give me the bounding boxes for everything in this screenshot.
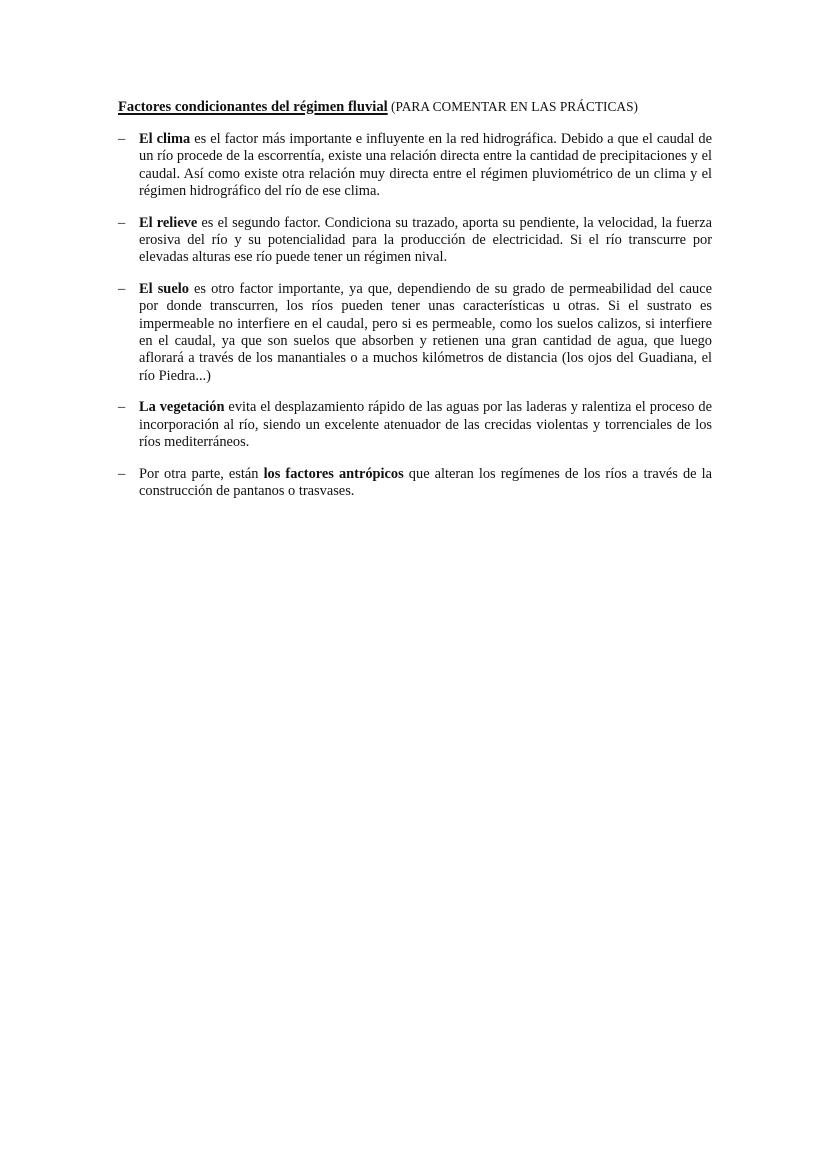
- dash-bullet-icon: –: [118, 214, 126, 231]
- document-heading: [118, 98, 718, 116]
- dash-bullet-icon: –: [118, 131, 126, 147]
- factor-item-relieve: [118, 215, 712, 267]
- factor-item-vegetacion: [118, 399, 712, 451]
- factor-title: El suelo: [139, 280, 189, 297]
- factor-title: La vegetación: [139, 399, 225, 416]
- heading-note: (PARA COMENTAR EN LAS PRÁCTICAS): [387, 99, 638, 114]
- factor-title: El relieve: [139, 214, 198, 231]
- factor-list: [118, 131, 712, 514]
- factor-text: es el factor más importante e influyente en la red hidrográfica. Debido a que el caudal de un río procede de la escorrentía, existe una relación directa entre la cantidad de precipitaciones y el caudal. Así como existe otra relación muy directa entre el régimen pluviométrico de un clima y el régimen hidrográfico del río de ese clima.: [139, 131, 712, 200]
- factor-item-suelo: [118, 281, 712, 385]
- factor-title: los factores antrópicos: [263, 465, 404, 482]
- heading-title: Factores condicionantes del régimen fluvial: [118, 99, 388, 115]
- factor-text: que alteran los regímenes de los ríos a través de la construcción de pantanos o trasvases.: [139, 465, 712, 499]
- factor-text: es el segundo factor. Condiciona su trazado, aporta su pendiente, la velocidad, la fuerza erosiva del río y su potencialidad para la producción de electricidad. Si el río transcurre por elevadas alturas ese río puede tener un régimen nival.: [139, 214, 712, 266]
- factor-item-antropicos: [118, 466, 712, 501]
- factor-intro: Por otra parte, están: [139, 465, 264, 482]
- factor-text: evita el desplazamiento rápido de las aguas por las laderas y ralentiza el proceso de incorporación al río, siendo un excelente atenuador de las crecidas violentas y torrenciales de los ríos mediterráneos.: [139, 399, 712, 451]
- factor-item-clima: [118, 131, 712, 201]
- factor-text: es otro factor importante, ya que, dependiendo de su grado de permeabilidad del cauce por donde transcurren, los ríos pueden tener unas características u otras. Si el sustrato es impermeable no interfiere en el caudal, pero si es permeable, como los suelos calizos, si interfiere en el caudal, ya que son suelos que absorben y retienen una gran cantidad de agua, que luego aflorará a través de los manantiales o a muchos kilómetros de distancia (los ojos del Guadiana, el río Piedra...): [139, 280, 712, 384]
- dash-bullet-icon: –: [118, 465, 126, 482]
- dash-bullet-icon: –: [118, 399, 126, 416]
- factor-title: El clima: [139, 131, 191, 147]
- dash-bullet-icon: –: [118, 280, 126, 297]
